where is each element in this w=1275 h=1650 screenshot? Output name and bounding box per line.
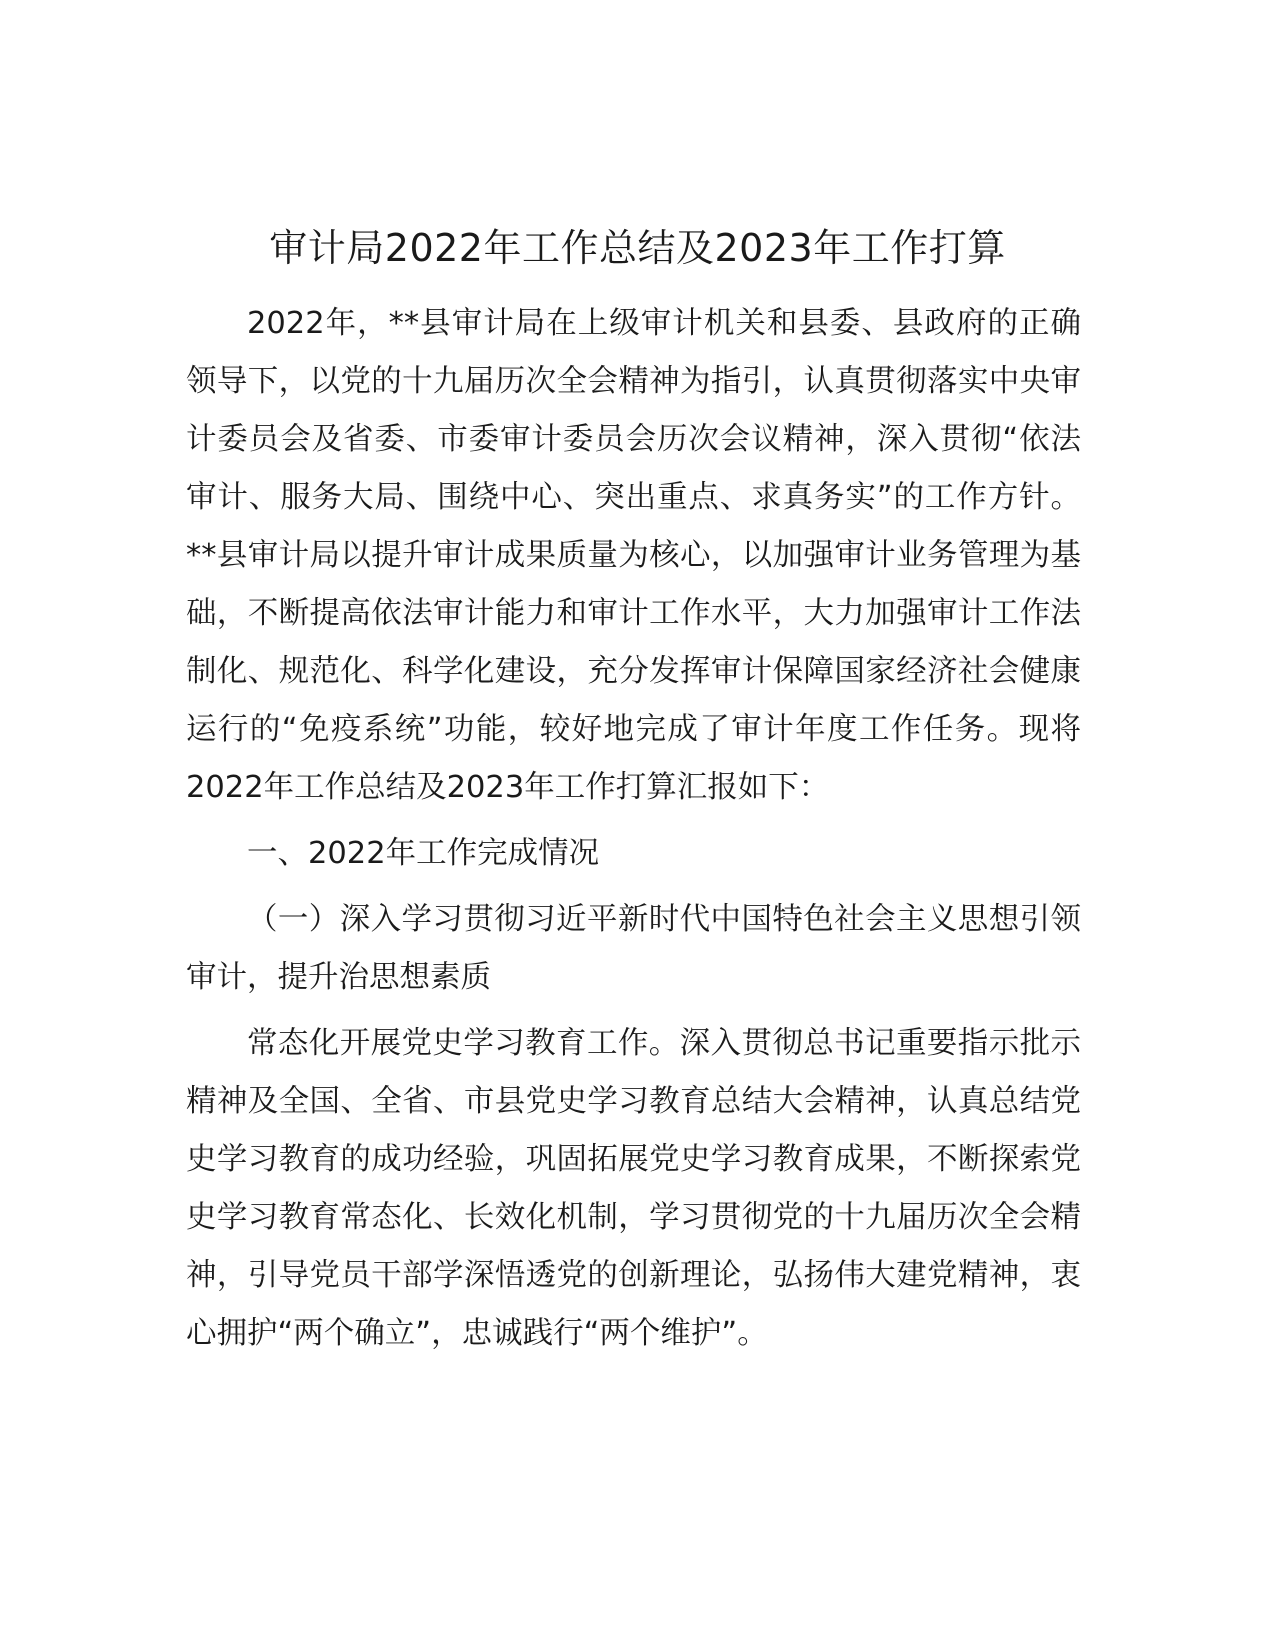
intro-paragraph: 2022年，**县审计局在上级审计机关和县委、县政府的正确领导下，以党的十九届历次全会精神为指引，认真贯彻落实中央审计委员会及省委、市委审计委员会历次会议精神，深入贯彻“依法审计、服务大局、围绕中心、突出重点、求真务实”的工作方针。**县审计局以提升审计成果质量为核心，以加强审计业务管理为基础，不断提高依法审计能力和审计工作水平，大力加强审计工作法制化、规范化、科学化建设，充分发挥审计保障国家经济社会健康运行的“免疫系统”功能，较好地完成了审计年度工作任务。现将2022年工作总结及2023年工作打算汇报如下： (186, 306, 1081, 805)
document-title: 审计局2022年工作总结及2023年工作打算 (269, 226, 1006, 270)
body-paragraph: 常态化开展党史学习教育工作。深入贯彻总书记重要指示批示精神及全国、全省、市县党史学习教育总结大会精神，认真总结党史学习教育的成功经验，巩固拓展党史学习教育成果，不断探索党史学习教育常态化、长效化机制，学习贯彻党的十九届历次全会精神，引导党员干部学深悟透党的创新理论，弘扬伟大建党精神，衷心拥护“两个确立”，忠诚践行“两个维护”。 (186, 1026, 1081, 1351)
subsection-heading: （一）深入学习贯彻习近平新时代中国特色社会主义思想引领审计，提升治思想素质 (186, 902, 1081, 995)
document-body (186, 295, 1081, 1363)
section-heading: 一、2022年工作完成情况 (247, 836, 600, 871)
